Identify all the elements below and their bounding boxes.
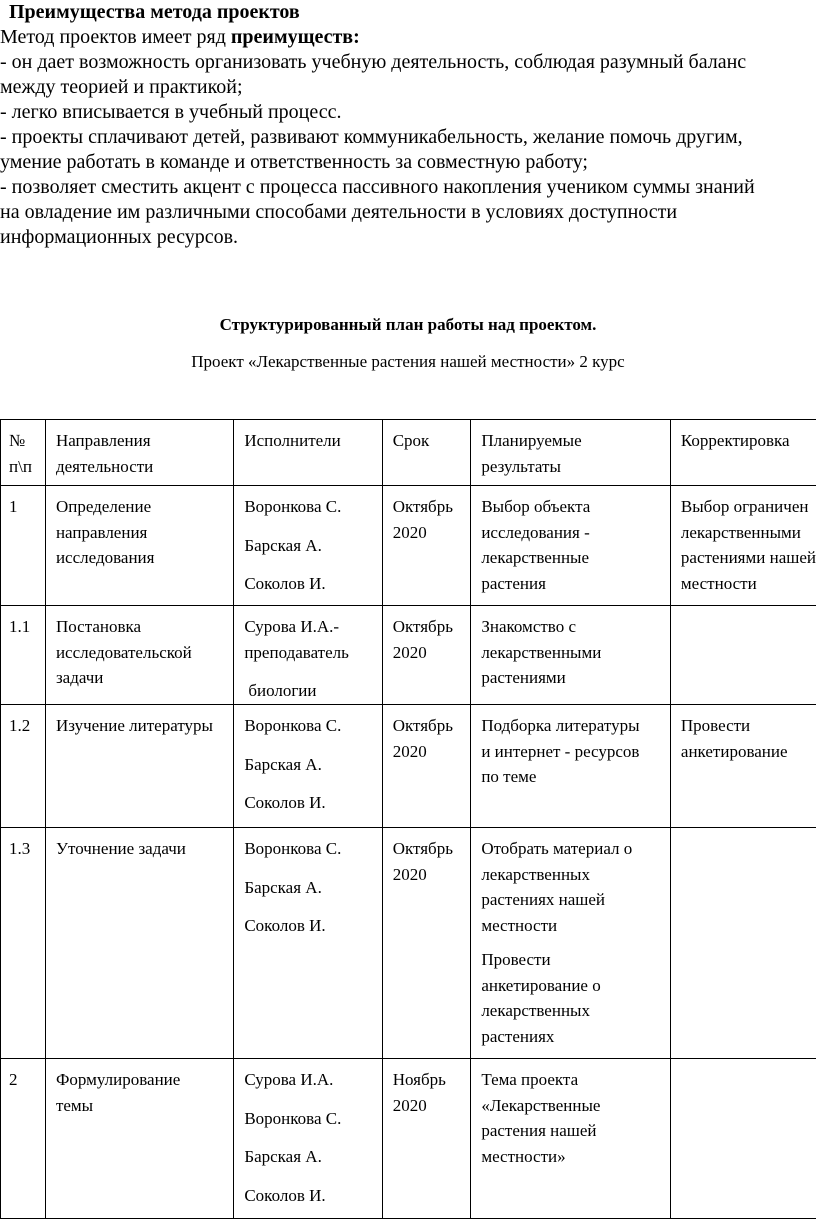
intro-line: - легко вписывается в учебный процесс.: [0, 101, 342, 123]
cell-line: Октябрь: [392, 497, 453, 516]
cell-line: Барская А.: [244, 877, 322, 897]
cell-results: [471, 828, 671, 1059]
cell-term: [382, 1059, 471, 1219]
cell-line: местности»: [481, 1146, 566, 1166]
cell-line: растениях: [481, 1026, 555, 1046]
table-row: [1, 828, 816, 1059]
cell-num: 2: [1, 1059, 46, 1219]
cell-line: лекарственными: [481, 642, 602, 662]
cell-line: направления: [55, 522, 148, 542]
cell-line: растениями нашей: [680, 548, 816, 567]
cell-line: растения: [481, 573, 546, 593]
cell-line: Соколов И.: [244, 916, 326, 935]
header-direction: [45, 420, 233, 486]
header-num: [1, 420, 46, 486]
cell-line: исследования -: [481, 522, 590, 542]
cell-line: анкетирование о: [481, 975, 601, 995]
cell-line: Ноябрь: [392, 1070, 446, 1089]
plan-table: [0, 419, 816, 1219]
cell-line: Воронкова С.: [244, 839, 342, 858]
cell-line: 2020: [392, 1095, 427, 1115]
cell-line: анкетирование: [680, 741, 788, 761]
cell-line: Соколов И.: [244, 574, 326, 593]
cell-line: Изучение литературы: [55, 716, 213, 735]
cell-line: лекарственных: [481, 1001, 590, 1020]
cell-term: [382, 828, 471, 1059]
cell-term: [382, 705, 471, 828]
cell-line: Барская А.: [244, 754, 322, 774]
cell-line: Тема проекта: [481, 1070, 579, 1089]
cell-line: Воронкова С.: [244, 1108, 342, 1128]
header-correction-text: Корректировка: [680, 431, 790, 450]
header-num-line: №: [9, 431, 26, 450]
cell-results: [471, 486, 671, 606]
cell-line: биологии: [248, 681, 317, 700]
cell-line: Уточнение задачи: [55, 839, 186, 858]
cell-correction: [670, 1059, 816, 1219]
cell-executors: [234, 828, 382, 1059]
cell-line: Воронкова С.: [244, 716, 342, 735]
cell-line: Сурова И.А.: [244, 1070, 334, 1089]
cell-line: Выбор ограничен: [680, 497, 809, 516]
cell-line: Соколов И.: [244, 1185, 326, 1205]
intro-section: [0, 0, 816, 250]
intro-line: - он дает возможность организовать учебную деятельность, соблюдая разумный баланс: [0, 51, 747, 73]
table-row: [1, 705, 816, 828]
cell-line: Провести: [481, 950, 551, 969]
cell-line: лекарственные: [481, 548, 590, 567]
cell-line: «Лекарственные: [481, 1095, 601, 1115]
cell-direction: [45, 705, 233, 828]
table-row: [1, 1059, 816, 1219]
cell-line: 2020: [392, 642, 427, 662]
header-term-text: Срок: [392, 431, 430, 450]
cell-line: растения нашей: [481, 1121, 597, 1140]
plan-subtitle: Проект «Лекарственные растения нашей местности» 2 курс: [191, 352, 625, 371]
table-header-row: [1, 420, 816, 486]
header-num-line: п\п: [9, 456, 32, 476]
intro-lead-text: Метод проектов имеет ряд: [0, 26, 231, 48]
intro-lead-bold: преимуществ:: [230, 26, 360, 48]
cell-results: [471, 606, 671, 705]
cell-line: 2020: [392, 522, 427, 542]
cell-direction: [45, 828, 233, 1059]
cell-line: задачи: [55, 668, 104, 687]
cell-line: Отобрать материал о: [481, 839, 633, 858]
cell-line: Определение: [55, 497, 152, 516]
header-executors-text: Исполнители: [244, 431, 341, 450]
cell-line: Октябрь: [392, 716, 453, 735]
cell-num: 1.3: [1, 828, 46, 1059]
header-term: [382, 420, 471, 486]
cell-results: [471, 705, 671, 828]
cell-line: преподаватель: [244, 642, 349, 662]
header-results: [471, 420, 671, 486]
header-executors: [234, 420, 382, 486]
cell-direction: [45, 486, 233, 606]
cell-executors: [234, 606, 382, 705]
intro-heading: Преимущества метода проектов: [9, 1, 300, 23]
table-row: [1, 606, 816, 705]
intro-line: - позволяет сместить акцент с процесса пассивного накопления учеником суммы знаний: [0, 176, 755, 198]
cell-line: местности: [481, 915, 558, 935]
cell-line: Барская А.: [244, 535, 322, 555]
cell-line: Октябрь: [392, 839, 453, 858]
cell-num: 1.2: [1, 705, 46, 828]
cell-correction: [670, 705, 816, 828]
intro-line: между теорией и практикой;: [0, 76, 243, 98]
cell-line: исследовательской: [55, 642, 192, 662]
header-correction: [670, 420, 816, 486]
cell-direction: [45, 1059, 233, 1219]
cell-line: Знакомство с: [481, 617, 576, 636]
cell-correction: [670, 828, 816, 1059]
cell-line: темы: [55, 1095, 94, 1115]
cell-num: 1: [1, 486, 46, 606]
intro-line: - проекты сплачивают детей, развивают коммуникабельность, желание помочь другим,: [0, 126, 743, 148]
cell-line: Сурова И.А.-: [244, 617, 340, 636]
cell-line: растениями: [481, 668, 566, 687]
cell-line: по теме: [481, 767, 537, 786]
cell-line: лекарственных: [481, 864, 590, 884]
cell-correction: [670, 606, 816, 705]
intro-line: информационных ресурсов.: [0, 226, 239, 248]
header-direction-line: деятельности: [55, 456, 154, 476]
intro-line: умение работать в команде и ответственность за совместную работу;: [0, 151, 588, 173]
cell-line: Провести: [680, 716, 751, 735]
cell-correction: [670, 486, 816, 606]
cell-line: Выбор объекта: [481, 497, 591, 516]
cell-executors: [234, 705, 382, 828]
cell-line: исследования: [55, 548, 155, 567]
header-results-line: Планируемые: [481, 431, 582, 450]
intro-lead: [0, 25, 816, 50]
cell-line: Подборка литературы: [481, 716, 640, 735]
plan-title: Структурированный план работы над проектом.: [219, 315, 597, 334]
cell-line: 2020: [392, 741, 427, 761]
header-direction-line: Направления: [55, 431, 151, 450]
cell-line: местности: [680, 573, 757, 593]
cell-line: растениях нашей: [481, 890, 606, 909]
cell-direction: [45, 606, 233, 705]
cell-line: лекарственными: [680, 522, 801, 542]
cell-line: Воронкова С.: [244, 497, 342, 516]
cell-line: Формулирование: [55, 1070, 181, 1089]
cell-term: [382, 486, 471, 606]
cell-term: [382, 606, 471, 705]
cell-line: Соколов И.: [244, 793, 326, 812]
header-results-line: результаты: [481, 456, 561, 476]
cell-line: Октябрь: [392, 617, 453, 636]
table-row: [1, 486, 816, 606]
cell-line: 2020: [392, 864, 427, 884]
cell-line: Барская А.: [244, 1147, 322, 1166]
cell-line: и интернет - ресурсов: [481, 741, 640, 761]
cell-results: [471, 1059, 671, 1219]
intro-line: на овладение им различными способами деятельности в условиях доступности: [0, 201, 678, 223]
cell-num: 1.1: [1, 606, 46, 705]
cell-line: Постановка: [55, 617, 142, 636]
cell-executors: [234, 1059, 382, 1219]
cell-executors: [234, 486, 382, 606]
